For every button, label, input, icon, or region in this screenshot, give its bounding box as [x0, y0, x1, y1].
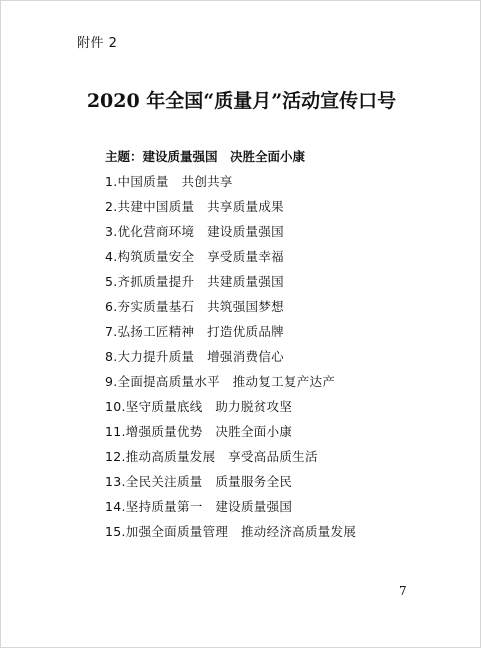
document-title: 2020 年全国“质量月”活动宣传口号 — [86, 90, 397, 112]
page-number: 7 — [399, 584, 407, 598]
slogan-item: 7.弘扬工匠精神 打造优质品牌 — [105, 324, 284, 339]
theme-line: 主题：建设质量强国 决胜全面小康 — [105, 149, 306, 164]
slogan-item: 3.优化营商环境 建设质量强国 — [105, 224, 284, 239]
attachment-label: 附件 2 — [77, 36, 118, 51]
slogan-item: 13.全民关注质量 质量服务全民 — [105, 474, 293, 489]
slogan-item: 6.夯实质量基石 共筑强国梦想 — [105, 299, 284, 314]
slogan-item: 11.增强质量优势 决胜全面小康 — [105, 424, 293, 439]
slogan-item: 14.坚持质量第一 建设质量强国 — [105, 499, 293, 514]
slogan-item: 10.坚守质量底线 助力脱贫攻坚 — [105, 399, 293, 414]
slogan-item: 8.大力提升质量 增强消费信心 — [105, 349, 284, 364]
slogan-list — [105, 174, 356, 549]
slogan-item: 2.共建中国质量 共享质量成果 — [105, 199, 284, 214]
slogan-item: 15.加强全面质量管理 推动经济高质量发展 — [105, 524, 357, 539]
slogan-item: 12.推动高质量发展 享受高品质生活 — [105, 449, 318, 464]
slogan-item: 5.齐抓质量提升 共建质量强国 — [105, 274, 284, 289]
slogan-item: 9.全面提高质量水平 推动复工复产达产 — [105, 374, 336, 389]
slogan-item: 1.中国质量 共创共享 — [105, 174, 233, 189]
slogan-item: 4.构筑质量安全 享受质量幸福 — [105, 249, 284, 264]
